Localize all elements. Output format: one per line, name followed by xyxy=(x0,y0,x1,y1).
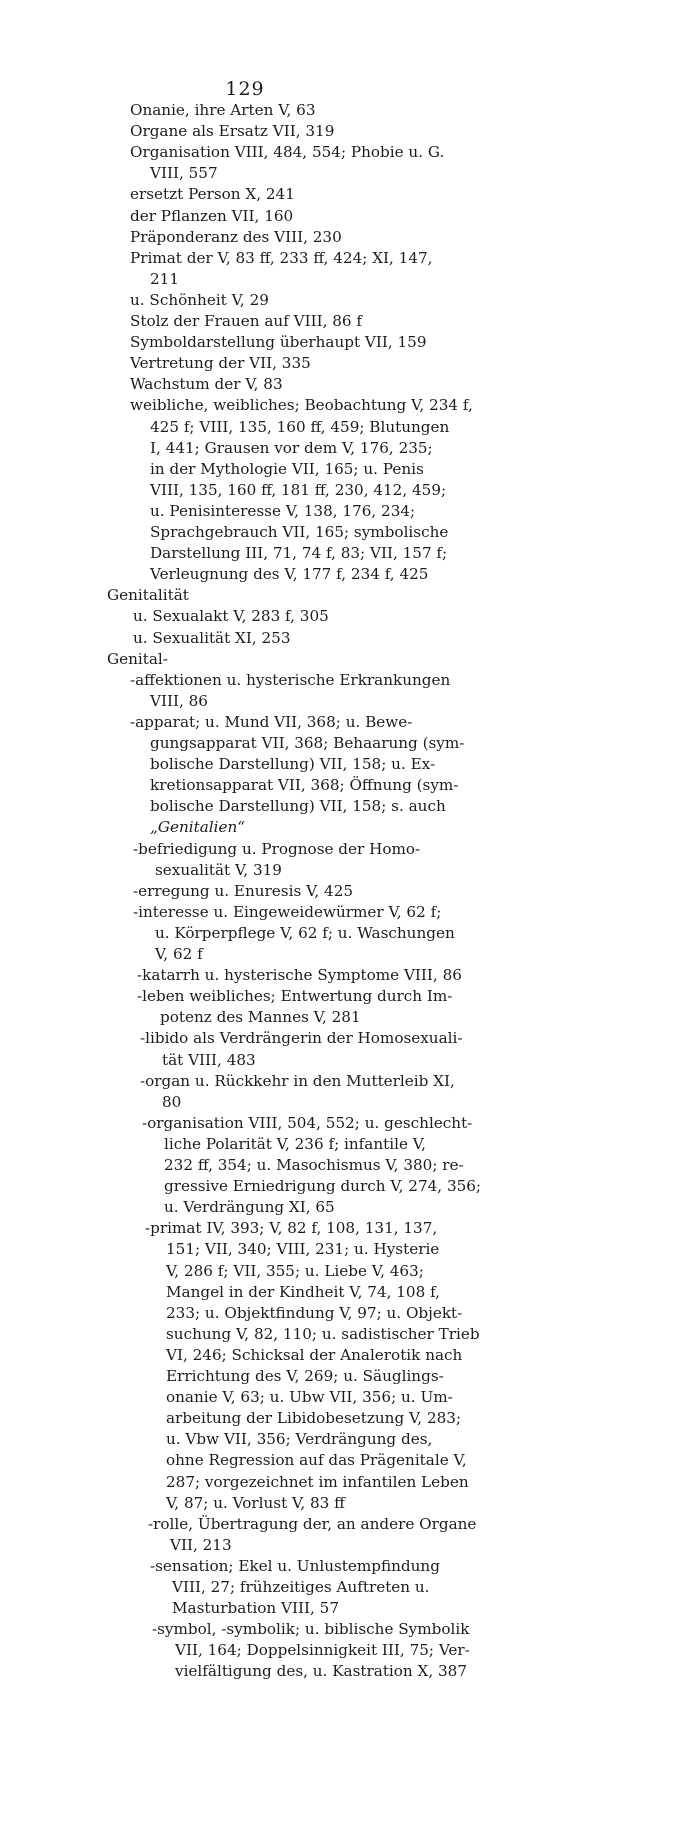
index-line: Organisation VIII, 484, 554; Phobie u. G. xyxy=(130,143,445,162)
index-line: u. Sexualität XI, 253 xyxy=(133,628,291,647)
index-entries xyxy=(0,100,697,1683)
index-line: Symboldarstellung überhaupt VII, 159 xyxy=(130,333,427,352)
index-line: VIII, 27; frühzeitiges Auftreten u. xyxy=(172,1578,430,1596)
index-line: u. Sexualakt V, 283 f, 305 xyxy=(133,607,329,626)
index-line: -interesse u. Eingeweidewürmer V, 62 f; xyxy=(133,902,442,921)
index-line: vielfältigung des, u. Kastration X, 387 xyxy=(175,1662,467,1681)
index-line: Vertretung der VII, 335 xyxy=(130,354,311,373)
index-line: -primat IV, 393; V, 82 f, 108, 131, 137, xyxy=(145,1219,438,1238)
index-line: -organisation VIII, 504, 552; u. geschlecht- xyxy=(142,1113,473,1132)
index-line: -affektionen u. hysterische Erkrankungen xyxy=(130,670,451,689)
index-line: u. Verdrängung XI, 65 xyxy=(164,1198,335,1217)
index-line: liche Polarität V, 236 f; infantile V, xyxy=(164,1134,426,1153)
index-line: VIII, 135, 160 ff, 181 ff, 230, 412, 459; xyxy=(150,480,447,499)
index-line: u. Körperpflege V, 62 f; u. Waschungen xyxy=(155,923,455,942)
index-line: Masturbation VIII, 57 xyxy=(172,1599,339,1618)
index-line: kretionsapparat VII, 368; Öffnung (sym- xyxy=(150,776,459,795)
index-line: 233; u. Objektfindung V, 97; u. Objekt- xyxy=(166,1303,463,1322)
index-line: tät VIII, 483 xyxy=(162,1050,256,1069)
index-line: -organ u. Rückkehr in den Mutterleib XI, xyxy=(140,1071,455,1090)
index-line: I, 441; Grausen vor dem V, 176, 235; xyxy=(150,438,433,457)
index-line: suchung V, 82, 110; u. sadistischer Trieb xyxy=(166,1324,480,1343)
index-line: weibliche, weibliches; Beobachtung V, 234 f, xyxy=(130,396,473,415)
index-line: 425 f; VIII, 135, 160 ff, 459; Blutungen xyxy=(150,417,450,436)
index-line: 151; VII, 340; VIII, 231; u. Hysterie xyxy=(166,1240,440,1259)
index-line: Stolz der Frauen auf VIII, 86 f xyxy=(130,312,363,330)
index-line: 287; vorgezeichnet im infantilen Leben xyxy=(166,1472,469,1491)
index-line: -apparat; u. Mund VII, 368; u. Bewe- xyxy=(130,712,413,731)
index-line: VII, 213 xyxy=(170,1535,232,1554)
index-line: Genitalität xyxy=(107,586,189,605)
index-line: -symbol, -symbolik; u. biblische Symbolik xyxy=(152,1620,470,1639)
index-line: -erregung u. Enuresis V, 425 xyxy=(133,881,354,900)
index-line: Genital- xyxy=(107,649,168,668)
index-line: Primat der V, 83 ff, 233 ff, 424; XI, 147, xyxy=(130,248,433,267)
index-line: -rolle, Übertragung der, an andere Organe xyxy=(148,1514,477,1533)
index-line: Wachstum der V, 83 xyxy=(130,375,283,394)
index-line: Errichtung des V, 269; u. Säuglings- xyxy=(166,1367,444,1385)
index-line: ersetzt Person X, 241 xyxy=(130,185,295,204)
index-line: arbeitung der Libidobesetzung V, 283; xyxy=(166,1409,462,1428)
index-line: 211 xyxy=(150,269,179,288)
index-line: u. Vbw VII, 356; Verdrängung des, xyxy=(166,1430,433,1449)
index-line: u. Penisinteresse V, 138, 176, 234; xyxy=(150,501,416,520)
index-line: sexualität V, 319 xyxy=(155,860,282,879)
index-line: potenz des Mannes V, 281 xyxy=(160,1008,361,1027)
index-line: V, 87; u. Vorlust V, 83 ff xyxy=(166,1493,345,1512)
index-line: VIII, 557 xyxy=(150,164,218,183)
index-line: -leben weibliches; Entwertung durch Im- xyxy=(137,987,453,1006)
index-line: in der Mythologie VII, 165; u. Penis xyxy=(150,459,424,478)
index-line: Onanie, ihre Arten V, 63 xyxy=(130,101,316,119)
index-line: V, 62 f xyxy=(155,945,203,963)
index-line: bolische Darstellung) VII, 158; u. Ex- xyxy=(150,755,436,774)
index-line: 80 xyxy=(162,1092,182,1111)
index-line: Sprachgebrauch VII, 165; symbolische xyxy=(150,523,449,541)
index-line: u. Schönheit V, 29 xyxy=(130,290,269,309)
index-line: Mangel in der Kindheit V, 74, 108 f, xyxy=(166,1282,440,1301)
index-line: -libido als Verdrängerin der Homosexuali- xyxy=(140,1029,463,1048)
index-line: 232 ff, 354; u. Masochismus V, 380; re- xyxy=(164,1156,464,1174)
page-number: 129 xyxy=(225,78,265,100)
index-line: ohne Regression auf das Prägenitale V, xyxy=(166,1451,467,1470)
index-line: -katarrh u. hysterische Symptome VIII, 86 xyxy=(137,966,462,985)
index-line: VII, 164; Doppelsinnigkeit III, 75; Ver- xyxy=(175,1641,470,1660)
index-line: „Genitalien“ xyxy=(150,818,246,837)
index-line: gungsapparat VII, 368; Behaarung (sym- xyxy=(150,734,465,752)
index-line: -sensation; Ekel u. Unlustempfindung xyxy=(150,1556,440,1575)
index-line: bolische Darstellung) VII, 158; s. auch xyxy=(150,797,446,816)
index-line: der Pflanzen VII, 160 xyxy=(130,206,294,225)
index-line: Darstellung III, 71, 74 f, 83; VII, 157 f; xyxy=(150,544,448,563)
index-line: Präponderanz des VIII, 230 xyxy=(130,227,342,246)
index-line: Organe als Ersatz VII, 319 xyxy=(130,122,335,141)
index-line: Verleugnung des V, 177 f, 234 f, 425 xyxy=(150,565,429,584)
index-line: V, 286 f; VII, 355; u. Liebe V, 463; xyxy=(166,1261,424,1280)
index-line: VI, 246; Schicksal der Analerotik nach xyxy=(166,1345,463,1364)
index-line: onanie V, 63; u. Ubw VII, 356; u. Um- xyxy=(166,1388,453,1407)
index-line: VIII, 86 xyxy=(150,691,208,710)
index-line: -befriedigung u. Prognose der Homo- xyxy=(133,839,421,858)
index-line: gressive Erniedrigung durch V, 274, 356; xyxy=(164,1177,482,1196)
